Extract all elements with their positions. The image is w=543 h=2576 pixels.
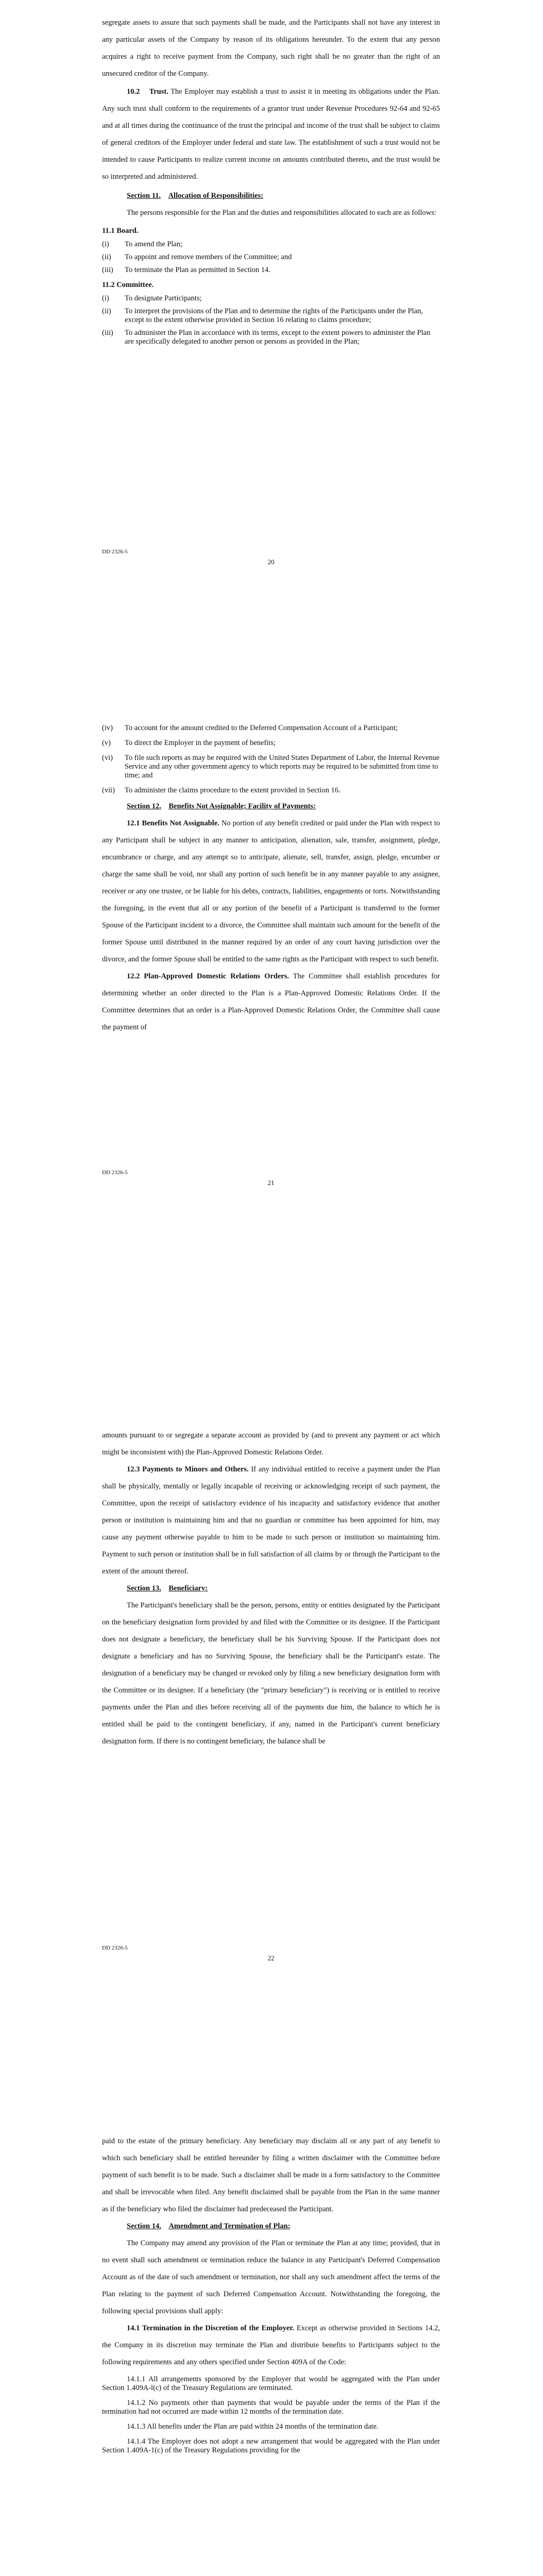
section-label: Section 12. <box>127 802 161 810</box>
item-number: (vii) <box>102 786 115 794</box>
paragraph: The persons responsible for the Plan and the duties and responsibilities allocated to each are as follows: <box>127 209 436 217</box>
subsection-text: Except as otherwise provided in Sections 14.2, the Company in its discretion may terminate the Plan and distribute benefits to Participants subject to the following requirements and any others specified under Section 409A of the Code: <box>102 2324 440 2366</box>
section-14-text: The Company may amend any provision of the Plan or terminate the Plan at any time; provided, that in no event shall such amendment or termination reduce the balance in any Participant's Deferred Compensation Account as of the date of such amendment or termination, nor shall any such amendment affect the terms of the Plan relating to the payment of such Deferred Compensation Account. Notwithstanding the foregoing, the following special provisions shall apply: <box>102 2239 440 2315</box>
list-item <box>102 294 440 303</box>
section-12-3 <box>102 1461 440 1580</box>
item-text: To file such reports as may be required with the United States Department of Labor, the Internal Revenue Service and any other government agency to which reports may be required to be submitted from time to time; and <box>125 754 440 779</box>
section-label: Section 14. <box>127 2222 161 2230</box>
item-text: To terminate the Plan as permitted in Section 14. <box>125 266 270 274</box>
list-item <box>102 739 440 748</box>
document-id: DD 2326-5 <box>102 549 128 555</box>
board-duties-list <box>102 240 440 275</box>
section-12-heading <box>102 798 440 815</box>
document-id: DD 2326-5 <box>102 1170 128 1176</box>
page-22 <box>0 1406 543 2110</box>
committee-duties-list <box>102 294 440 346</box>
list-item <box>102 329 440 346</box>
list-item <box>102 266 440 275</box>
list-item <box>102 724 440 733</box>
page-number: 22 <box>267 1954 275 1962</box>
item-text: To amend the Plan; <box>125 240 183 248</box>
clause-14-1-3: 14.1.3 All benefits under the Plan are paid within 24 months of the termination date. <box>127 2422 379 2431</box>
item-number: (i) <box>102 294 109 302</box>
subsection-text: If any individual entitled to receive a payment under the Plan shall be physically, mentally or legally incapable of receiving or acknowledging receipt of such payment, the Committee, upon the receipt of satisfactory evidence of his incapacity and satisfactory evidence that another person or institution is maintaining him and that no guardian or committee has been appointed for him, may cause any payment otherwise payable to him to be made to such person or institution so maintaining him. Payment to such person or institution shall be in full satisfaction of all claims by or through the Participant to the extent of the amount thereof. <box>102 1465 440 1575</box>
item-number: (vi) <box>102 754 113 762</box>
item-text: To interpret the provisions of the Plan and to determine the rights of the Participants under the Plan, except to the extent otherwise provided in Section 16 relating to claims procedure; <box>125 307 423 324</box>
committee-duties-list-continued <box>102 724 440 795</box>
item-number: (i) <box>102 240 109 248</box>
page-body <box>102 1427 440 1750</box>
item-text: To appoint and remove members of the Committee; and <box>125 253 292 261</box>
section-label: Section 11. <box>127 192 161 200</box>
item-text: To administer the Plan in accordance with its terms, except to the extent powers to administer the Plan are specifically delegated to another person or persons as provided in the Plan; <box>125 329 431 346</box>
page-body <box>102 2133 440 2461</box>
paragraph: segregate assets to assure that such payments shall be made, and the Participants shall not have any interest in any particular assets of the Company by reason of its obligations hereunder. To the extent that any person acquires a right to receive payment from the Company, such right shall be no greater than the right of an unsecured creditor of the Company. <box>102 19 440 78</box>
section-10-2 <box>102 83 440 185</box>
section-title: Allocation of Responsibilities: <box>168 192 264 200</box>
section-14-heading <box>102 2218 440 2235</box>
clause-14-1-2: 14.1.2 No payments other than payments that would be payable under the terms of the Plan if the termination had not occurred are made within 12 months of the termination date. <box>102 2399 440 2416</box>
subsection-title: 14.1 Termination in the Discretion of the Employer. <box>127 2324 294 2332</box>
item-number: (iii) <box>102 329 113 337</box>
list-item <box>102 754 440 780</box>
paragraph: paid to the estate of the primary beneficiary. Any beneficiary may disclaim all or any part of any benefit to which such beneficiary shall be entitled hereunder by filing a written disclaimer with the Committee before payment of such benefit is to be made. Such a disclaimer shall be made in a form satisfactory to the Committee and shall be irrevocable when filed. Any benefit disclaimed shall be payable from the Plan in the same manner as if the beneficiary who filed the disclaimer had predeceased the Participant. <box>102 2137 440 2213</box>
subsection-title: 12.2 Plan-Approved Domestic Relations Orders. <box>127 972 290 980</box>
page-21 <box>0 703 543 1406</box>
item-number: (v) <box>102 739 111 747</box>
section-number: 10.2 <box>127 88 140 96</box>
section-title: Beneficiary: <box>168 1584 208 1592</box>
page-number: 21 <box>267 1179 275 1187</box>
item-number: (iv) <box>102 724 113 732</box>
section-title: Trust. <box>149 88 168 96</box>
list-item <box>102 786 440 795</box>
document-id: DD 2326-5 <box>102 1945 128 1951</box>
paragraph: amounts pursuant to or segregate a separate account as provided by (and to prevent any payment or act which might be inconsistent with) the Plan-Approved Domestic Relations Order. <box>102 1431 440 1456</box>
subsection-text: No portion of any benefit credited or paid under the Plan with respect to any Participant shall be subject in any manner to anticipation, alienation, sale, transfer, assignment, pledge, encumbrance or charge, and any attempt so to anticipate, alienate, sell, transfer, assign, pledge, encumber or charge the same shall be void, nor shall any portion of such benefit be in any manner payable to any assignee, receiver or any one trustee, or be liable for his debts, contracts, liabilities, engagements or torts. Notwithstanding the foregoing, in the event that all or any portion of the benefit of a Participant is transferred to the former Spouse of the Participant incident to a divorce, the Committee shall maintain such amount for the benefit of the former Spouse until distributed in the manner required by an order of any court having jurisdiction over the divorce, and the former Spouse shall be entitled to the same rights as the Participant with respect to such benefit. <box>102 819 440 963</box>
section-11-heading <box>102 188 440 205</box>
section-text: The Employer may establish a trust to assist it in meeting its obligations under the Plan. Any such trust shall conform to the requirements of a grantor trust under Revenue Procedures 92-64 and 92-65 and at all times during the continuance of the trust the principal and income of the trust shall be subject to claims of general creditors of the Employer under federal and state law. The establishment of such a trust would not be intended to cause Participants to realize current income on amounts contributed thereto, and the trust would be so interpreted and administered. <box>102 88 440 181</box>
item-text: To designate Participants; <box>125 294 202 302</box>
section-12-1 <box>102 815 440 968</box>
subsection-11-2-title: 11.2 Committee. <box>102 281 154 289</box>
section-label: Section 13. <box>127 1584 161 1592</box>
page-number: 20 <box>267 558 275 566</box>
item-number: (ii) <box>102 253 111 261</box>
page-body <box>102 724 440 1036</box>
page-23 <box>0 2110 543 2576</box>
list-item <box>102 240 440 249</box>
subsection-title: 12.1 Benefits Not Assignable. <box>127 819 219 827</box>
list-item <box>102 253 440 262</box>
section-12-2 <box>102 968 440 1036</box>
clause-14-1-4: 14.1.4 The Employer does not adopt a new arrangement that would be aggregated with the Plan under Section 1.409A-1(c) of the Treasury Regulations providing for the <box>102 2437 440 2454</box>
section-title: Amendment and Termination of Plan: <box>168 2222 291 2230</box>
list-item <box>102 307 440 325</box>
clause-14-1-1: 14.1.1 All arrangements sponsored by the Employer that would be aggregated with the Plan under Section 1.409A-l(c) of the Treasury Regulations are terminated. <box>102 2375 440 2392</box>
section-title: Benefits Not Assignable; Facility of Payments: <box>168 802 316 810</box>
subsection-text: The Committee shall establish procedures for determining whether an order directed to the Plan is a Plan-Approved Domestic Relations Order. If the Committee determines that an order is a Plan-Approved Domestic Relations Order, the Committee shall cause the payment of <box>102 972 440 1031</box>
item-text: To direct the Employer in the payment of benefits; <box>125 739 276 747</box>
item-number: (iii) <box>102 266 113 274</box>
item-text: To account for the amount credited to the Deferred Compensation Account of a Participant; <box>125 724 398 732</box>
subsection-11-1-title: 11.1 Board. <box>102 227 139 235</box>
section-14-1 <box>102 2320 440 2371</box>
section-13-text: The Participant's beneficiary shall be the person, persons, entity or entities designated by the Participant on the beneficiary designation form provided by and filed with the Committee or its designee. If the Participant does not designate a beneficiary, the beneficiary shall be his Surviving Spouse. If the Participant does not designate a beneficiary and has no Surviving Spouse, the beneficiary shall be the Participant's estate. The designation of a beneficiary may be changed or revoked only by filing a new beneficiary designation form with the Committee or its designee. If a beneficiary (the "primary beneficiary") is receiving or is entitled to receive payments under the Plan and dies before receiving all of the payments due him, the balance to which he is entitled shall be paid to the contingent beneficiary, if any, named in the Participant's current beneficiary designation form. If there is no contingent beneficiary, the balance shall be <box>102 1601 440 1745</box>
item-text: To administer the claims procedure to the extent provided in Section 16. <box>125 786 341 794</box>
page-20 <box>0 0 543 703</box>
page-body <box>102 14 440 350</box>
subsection-title: 12.3 Payments to Minors and Others. <box>127 1465 249 1473</box>
section-13-heading <box>102 1580 440 1597</box>
item-number: (ii) <box>102 307 111 315</box>
